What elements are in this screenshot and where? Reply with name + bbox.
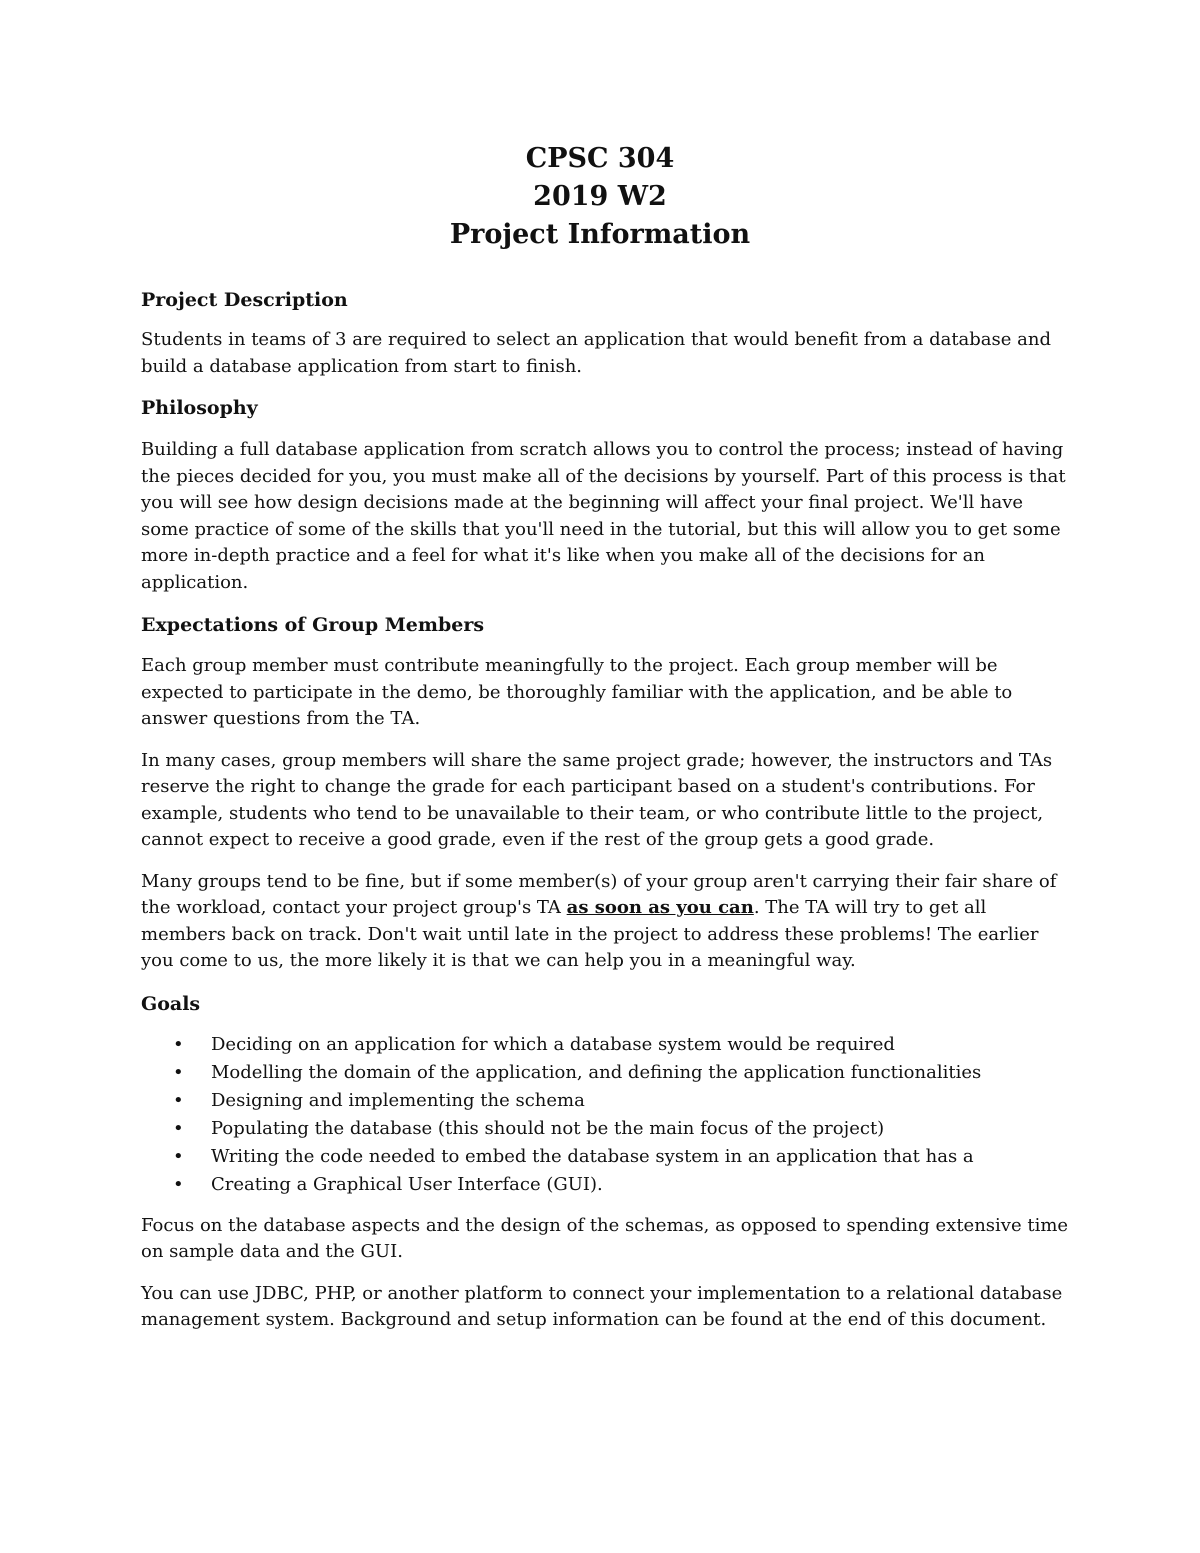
list-item: • Deciding on an application for which a database system would be required — [141, 1031, 1071, 1059]
bullet-icon: • — [173, 1061, 184, 1083]
title-project-information: Project Information — [449, 219, 751, 250]
list-item: • Designing and implementing the schema — [141, 1087, 1071, 1115]
text-after-emphasis: . The TA will try to get all members back on track. Don't wait until late in the project to address these problems! The earlier you come to us, the more likely it is that we can help you in a meaningful way. — [141, 897, 1039, 971]
heading-project-description: Project Description — [141, 289, 348, 311]
course-code: CPSC 304 — [525, 143, 675, 174]
document-page — [141, 140, 1071, 1334]
list-item: • Populating the database (this should not be the main focus of the project) — [141, 1115, 1071, 1143]
paragraph-expectations-2: In many cases, group members will share the same project grade; however, the instructors and TAs reserve the right to change the grade for each participant based on a student's contributions. For example, students who tend to be unavailable to their team, or who contribute little to the project, cannot expect to receive a good grade, even if the rest of the group gets a good grade. — [141, 749, 1053, 850]
emphasis-as-soon-as-you-can: as soon as you can — [566, 897, 754, 918]
goals-list — [141, 1031, 1071, 1199]
bullet-icon: • — [173, 1033, 184, 1055]
paragraph-focus: Focus on the database aspects and the design of the schemas, as opposed to spending extensive time on sample data and the GUI. — [141, 1214, 1069, 1262]
list-item: • Modelling the domain of the application, and defining the application functionalities — [141, 1059, 1071, 1087]
bullet-icon: • — [173, 1173, 184, 1195]
heading-philosophy: Philosophy — [141, 397, 258, 419]
paragraph-platform: You can use JDBC, PHP, or another platform to connect your implementation to a relational database management system. Background and setup information can be found at the end of this document. — [141, 1282, 1063, 1330]
bullet-icon: • — [173, 1145, 184, 1167]
paragraph-philosophy: Building a full database application from scratch allows you to control the process; instead of having the pieces decided for you, you must make all of the decisions by yourself. Part of this process is that you will see how design decisions made at the beginning will affect your final project. We'll have some practice of some of the skills that you'll need in the tutorial, but this will allow you to get some more in-depth practice and a feel for what it's like when you make all of the decisions for an application. — [141, 439, 1066, 593]
heading-goals: Goals — [141, 992, 201, 1015]
text-before-emphasis: Many groups tend to be fine, but if some member(s) of your group aren't carrying their fair share of the workload, contact your project group's TA — [141, 870, 1057, 918]
heading-expectations: Expectations of Group Members — [141, 614, 485, 636]
paragraph-expectations-1: Each group member must contribute meaningfully to the project. Each group member will be expected to participate in the demo, be thoroughly familiar with the application, and be able to answer questions from the TA. — [141, 655, 1013, 729]
term: 2019 W2 — [533, 181, 667, 212]
list-item: • Creating a Graphical User Interface (GUI). — [141, 1171, 1071, 1199]
paragraph-expectations-3 — [141, 869, 1071, 975]
bullet-icon: • — [173, 1089, 184, 1111]
bullet-icon: • — [173, 1117, 184, 1139]
list-item: • Writing the code needed to embed the database system in an application that has a — [141, 1143, 1071, 1171]
document-title — [0, 140, 1200, 254]
paragraph-description: Students in teams of 3 are required to select an application that would benefit from a database and build a database application from start to finish. — [141, 329, 1051, 377]
